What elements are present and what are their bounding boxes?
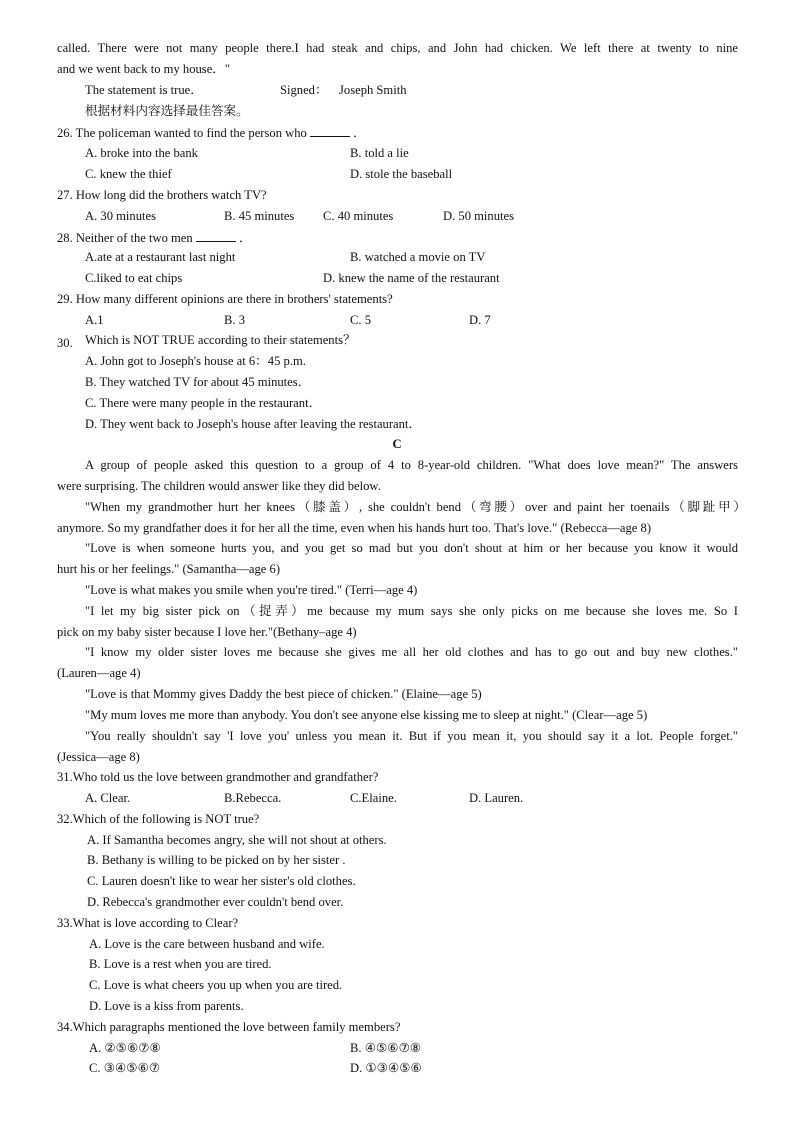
question-34: 34.Which paragraphs mentioned the love between family members? xyxy=(57,1020,401,1034)
question-30: Which is NOT TRUE according to their statements？ xyxy=(85,333,356,347)
option-a: A.ate at a restaurant last night xyxy=(85,250,236,264)
option-c: C. Love is what cheers you up when you are tired. xyxy=(89,978,343,992)
option-c: C. 40 minutes xyxy=(323,209,394,223)
passage-line: (Jessica—age 8) xyxy=(57,750,140,764)
question-tail: ． xyxy=(353,126,366,140)
intro-line: and we went back to my house．" xyxy=(57,62,231,76)
question-stem: 28. Neither of the two men xyxy=(57,231,193,245)
question-32: 32.Which of the following is NOT true? xyxy=(57,812,260,826)
option-a: A. 30 minutes xyxy=(85,209,157,223)
passage-line: anymore. So my grandfather does it for her all the time, even when his hands hurt too. That's love." (Rebecca—age 8) xyxy=(57,521,652,535)
option-c: C. ③④⑤⑥⑦ xyxy=(89,1061,161,1075)
question-26 xyxy=(57,124,366,141)
passage-line: "I know my older sister loves me because she gives me all her old clothes and has to go out and buy new clothes." xyxy=(85,645,738,659)
option-c: C. knew the thief xyxy=(85,167,172,181)
option-d: D. ①③④⑤⑥ xyxy=(350,1061,422,1075)
option-b: B. told a lie xyxy=(350,146,409,160)
section-heading: C xyxy=(392,437,402,451)
question-tail: ． xyxy=(239,231,252,245)
option-d: D. They went back to Joseph's house after leaving the restaurant． xyxy=(85,417,422,431)
intro-line: called. There were not many people there.I had steak and chips, and John had chicken. We left there at twenty to nine xyxy=(57,41,738,55)
passage-line: "I let my big sister pick on（捉弄）me because my mum says she only picks on me because she loves me. So I xyxy=(85,604,738,618)
passage-line: (Lauren—age 4) xyxy=(57,666,141,680)
option-b: B. Bethany is willing to be picked on by her sister . xyxy=(87,853,346,867)
question-31: 31.Who told us the love between grandmother and grandfather? xyxy=(57,770,379,784)
passage-line: "My mum loves me more than anybody. You don't see anyone else kissing me to sleep at night." (Clear—age 5) xyxy=(85,708,648,722)
option-c: C. There were many people in the restaurant． xyxy=(85,396,322,410)
question-28 xyxy=(57,229,252,246)
answer-blank xyxy=(196,229,236,242)
option-d: D. 50 minutes xyxy=(443,209,515,223)
option-b: B. watched a movie on TV xyxy=(350,250,486,264)
question-number: 30. xyxy=(57,336,73,350)
statement-text: The statement is true． xyxy=(85,83,203,97)
option-a: A.1 xyxy=(85,313,104,327)
option-b: B. Love is a rest when you are tired. xyxy=(89,957,272,971)
option-a: A. broke into the bank xyxy=(85,146,198,160)
passage-line: "Love is that Mommy gives Daddy the best piece of chicken." (Elaine—age 5) xyxy=(85,687,482,701)
option-d: D. 7 xyxy=(469,313,491,327)
option-b: B.Rebecca. xyxy=(224,791,282,805)
passage-line: were surprising. The children would answer like they did below. xyxy=(57,479,381,493)
option-c: C.liked to eat chips xyxy=(85,271,183,285)
option-d: D. knew the name of the restaurant xyxy=(323,271,500,285)
question-33: 33.What is love according to Clear? xyxy=(57,916,239,930)
option-d: D. Love is a kiss from parents. xyxy=(89,999,244,1013)
answer-blank xyxy=(310,124,350,137)
option-d: D. stole the baseball xyxy=(350,167,453,181)
passage-line: A group of people asked this question to a group of 4 to 8-year-old children. "What does love mean?" The answers xyxy=(85,458,738,472)
passage-line: "Love is what makes you smile when you're tired." (Terri—age 4) xyxy=(85,583,418,597)
signed-name: Joseph Smith xyxy=(339,83,407,97)
option-b: B. 3 xyxy=(224,313,245,327)
instruction: 根据材料内容选择最佳答案。 xyxy=(85,104,249,118)
passage-line: "Love is when someone hurts you, and you get so mad but you don't shout at him or her because you know it would xyxy=(85,541,738,555)
question-stem: 26. The policeman wanted to find the person who xyxy=(57,126,307,140)
question-29: 29. How many different opinions are there in brothers' statements? xyxy=(57,292,393,306)
option-c: C. 5 xyxy=(350,313,371,327)
option-c: C.Elaine. xyxy=(350,791,397,805)
option-b: B. ④⑤⑥⑦⑧ xyxy=(350,1041,422,1055)
passage-line: hurt his or her feelings." (Samantha—age 6) xyxy=(57,562,281,576)
option-a: A. ②⑤⑥⑦⑧ xyxy=(89,1041,161,1055)
passage-line: pick on my baby sister because I love her."(Bethany–age 4) xyxy=(57,625,357,639)
option-d: D. Lauren. xyxy=(469,791,524,805)
passage-line: "When my grandmother hurt her knees（膝盖）, she couldn't bend（弯腰）over and paint her toenails（脚趾甲） xyxy=(85,500,746,514)
signed-label: Signed： xyxy=(280,83,328,97)
option-b: B. They watched TV for about 45 minutes． xyxy=(85,375,311,389)
option-a: A. Love is the care between husband and wife. xyxy=(89,937,325,951)
option-c: C. Lauren doesn't like to wear her sister's old clothes. xyxy=(87,874,356,888)
option-a: A. If Samantha becomes angry, she will not shout at others. xyxy=(87,833,387,847)
question-27: 27. How long did the brothers watch TV? xyxy=(57,188,267,202)
option-a: A. Clear. xyxy=(85,791,131,805)
option-d: D. Rebecca's grandmother ever couldn't bend over. xyxy=(87,895,344,909)
option-b: B. 45 minutes xyxy=(224,209,295,223)
passage-line: "You really shouldn't say 'I love you' unless you mean it. But if you mean it, you should say it a lot. People forget." xyxy=(85,729,738,743)
option-a: A. John got to Joseph's house at 6：45 p.m. xyxy=(85,354,306,368)
